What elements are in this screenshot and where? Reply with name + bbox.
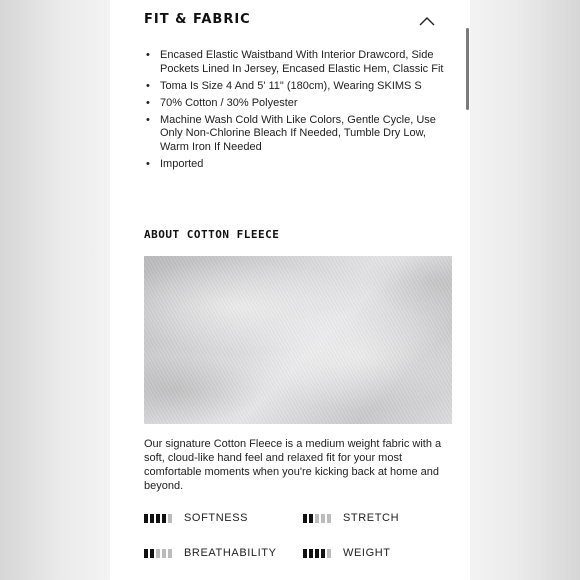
rating-meter-icon [303,514,335,523]
bullet-icon: • [146,79,150,92]
list-item [144,114,444,155]
product-details-panel [110,0,470,580]
meter-segment-filled [150,549,154,558]
meter-segment-filled [150,514,154,523]
right-background [470,0,580,580]
detail-text: Imported [160,158,204,171]
attribute-label: SOFTNESS [184,512,249,524]
meter-segment-empty [315,514,319,523]
left-background [0,0,110,580]
meter-segment-filled [315,549,319,558]
bullet-icon: • [146,158,150,171]
meter-segment-empty [327,549,331,558]
meter-segment-filled [156,514,160,523]
meter-segment-filled [309,549,313,558]
detail-text: Machine Wash Cold With Like Colors, Gentle Cycle, Use Only Non-Chlorine Bleach If Needed, Tumble Dry Low, Warm Iron If Needed [160,113,436,154]
attribute-label: WEIGHT [343,547,391,559]
list-item [144,49,444,76]
meter-segment-filled [309,514,313,523]
chevron-up-icon[interactable] [418,14,436,26]
meter-segment-empty [168,549,172,558]
meter-segment-filled [321,549,325,558]
attribute-label: BREATHABILITY [184,547,277,559]
bullet-icon: • [146,113,150,126]
meter-segment-empty [168,514,172,523]
meter-segment-empty [162,549,166,558]
rating-meter-icon [144,514,176,523]
meter-segment-filled [144,549,148,558]
rating-meter-icon [144,549,176,558]
meter-segment-filled [303,514,307,523]
detail-text: Toma Is Size 4 And 5' 11" (180cm), Wearing SKIMS S [160,79,422,92]
meter-segment-filled [162,514,166,523]
details-list [144,49,444,175]
about-heading: ABOUT COTTON FLEECE [144,228,280,241]
detail-text: 70% Cotton / 30% Polyester [160,96,298,109]
meter-segment-empty [156,549,160,558]
meter-segment-empty [327,514,331,523]
fit-fabric-accordion-header[interactable] [144,12,436,30]
detail-text: Encased Elastic Waistband With Interior Drawcord, Side Pockets Lined In Jersey, Encased Elastic Hem, Classic Fit [160,49,444,75]
meter-segment-filled [303,549,307,558]
list-item [144,97,444,111]
about-description: Our signature Cotton Fleece is a medium weight fabric with a soft, cloud-like hand feel and relaxed fit for your most comfortable moments when you're kicking back at home and beyond. [144,438,442,492]
rating-meter-icon [303,549,335,558]
list-item [144,80,444,94]
attribute-label: STRETCH [343,512,400,524]
bullet-icon: • [146,49,150,61]
meter-segment-empty [321,514,325,523]
bullet-icon: • [146,96,150,109]
meter-segment-filled [144,514,148,523]
list-item [144,158,444,172]
fabric-texture-image [144,256,452,424]
section-title: FIT & FABRIC [144,12,251,27]
scrollbar[interactable] [466,28,469,110]
